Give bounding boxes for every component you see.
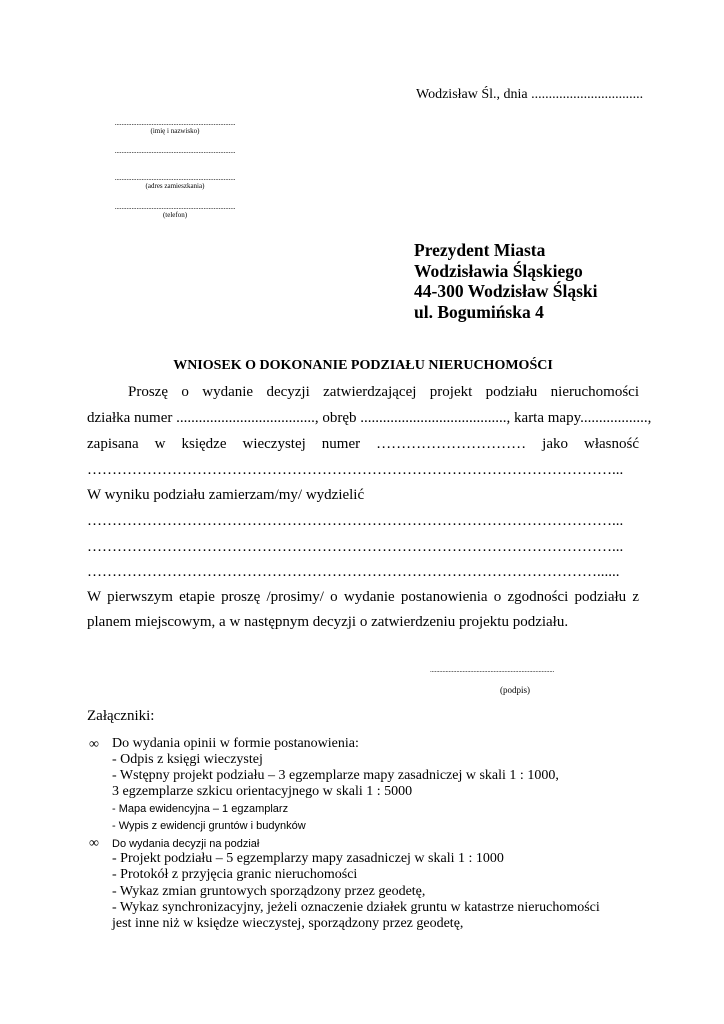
paragraph-1-line-1: Proszę o wydanie decyzji zatwierdzającej projekt podziału nieruchomości	[128, 384, 639, 400]
bullet-icon: ∞	[89, 836, 99, 851]
attachment-item: 3 egzemplarze szkicu orientacyjnego w skali 1 : 5000	[112, 784, 413, 799]
paragraph-1-line-3: zapisana w księdze wieczystej numer ………………………… jako własność	[87, 436, 639, 452]
attachments-group-1-title: Do wydania opinii w formie postanowienia:	[112, 736, 359, 751]
paragraph-1-line-4: ……………………………………………………………………………………………...	[87, 462, 624, 478]
attachment-item: - Mapa ewidencyjna – 1 egzamplarz	[112, 803, 289, 815]
attachments-group-2-title: Do wydania decyzji na podział	[112, 838, 260, 850]
name-dots: ........................................................................	[114, 118, 236, 127]
attachment-item: - Wykaz synchronizacyjny, jeżeli oznaczenie działek gruntu w katastrze nieruchomości	[112, 900, 600, 915]
attachment-item: - Wstępny projekt podziału – 3 egzemplarze mapy zasadniczej w skali 1 : 1000,	[112, 768, 559, 783]
paragraph-2-line-3: ……………………………………………………………………………………………...	[87, 539, 624, 555]
address-dots-2: ........................................................................	[114, 173, 236, 182]
recipient-address	[414, 240, 597, 322]
phone-dots: ........................................................................	[114, 202, 236, 211]
document-title: WNIOSEK O DOKONANIE PODZIAŁU NIERUCHOMOŚCI	[173, 358, 553, 373]
address-field-line2	[87, 173, 263, 191]
name-caption: (imię i nazwisko)	[150, 127, 200, 135]
recipient-line-4: ul. Bogumińska 4	[414, 301, 544, 322]
paragraph-2-line-4: …………………………………………………………………………………………......	[87, 564, 620, 580]
recipient-line-3: 44-300 Wodzisław Śląski	[414, 281, 598, 301]
attachment-item: - Wykaz zmian gruntowych sporządzony przez geodetę,	[112, 884, 426, 899]
attachment-item: - Odpis z księgi wieczystej	[112, 752, 263, 767]
paragraph-2-line-1: W wyniku podziału zamierzam/my/ wydzielić	[87, 487, 365, 503]
attachment-item: - Protokół z przyjęcia granic nieruchomości	[112, 867, 358, 882]
phone-field	[87, 202, 263, 220]
attachment-item: - Wypis z ewidencji gruntów i budynków	[112, 820, 306, 832]
attachment-item: jest inne niż w księdze wieczystej, sporządzony przez geodetę,	[112, 916, 464, 931]
bullet-icon: ∞	[89, 737, 99, 752]
paragraph-2-line-2: ……………………………………………………………………………………………...	[87, 513, 624, 529]
attachments-heading: Załączniki:	[87, 708, 155, 724]
date-line: Wodzisław Śl., dnia ................................	[416, 87, 644, 102]
recipient-line-1: Prezydent Miasta	[414, 240, 546, 260]
paragraph-3-line-1: W pierwszym etapie proszę /prosimy/ o wydanie postanowienia o zgodności podziału z	[87, 589, 639, 605]
address-dots-1: ........................................................................	[114, 146, 236, 155]
paragraph-3-line-2: planem miejscowym, a w następnym decyzji o zatwierdzeniu projektu podziału.	[87, 614, 569, 630]
name-field	[87, 118, 263, 136]
recipient-line-2: Wodzisławia Śląskiego	[414, 260, 583, 281]
attachment-item: - Projekt podziału – 5 egzemplarzy mapy zasadniczej w skali 1 : 1000	[112, 851, 504, 866]
paragraph-1-line-2: działka numer ....................................., obręb ......................................., karta mapy..................,	[87, 410, 652, 426]
signature-caption: (podpis)	[500, 685, 530, 695]
phone-caption: (telefon)	[162, 211, 188, 219]
address-field-line1	[87, 146, 263, 155]
signature-line: ................................................................................	[430, 666, 555, 674]
address-caption: (adres zamieszkania)	[145, 182, 205, 190]
